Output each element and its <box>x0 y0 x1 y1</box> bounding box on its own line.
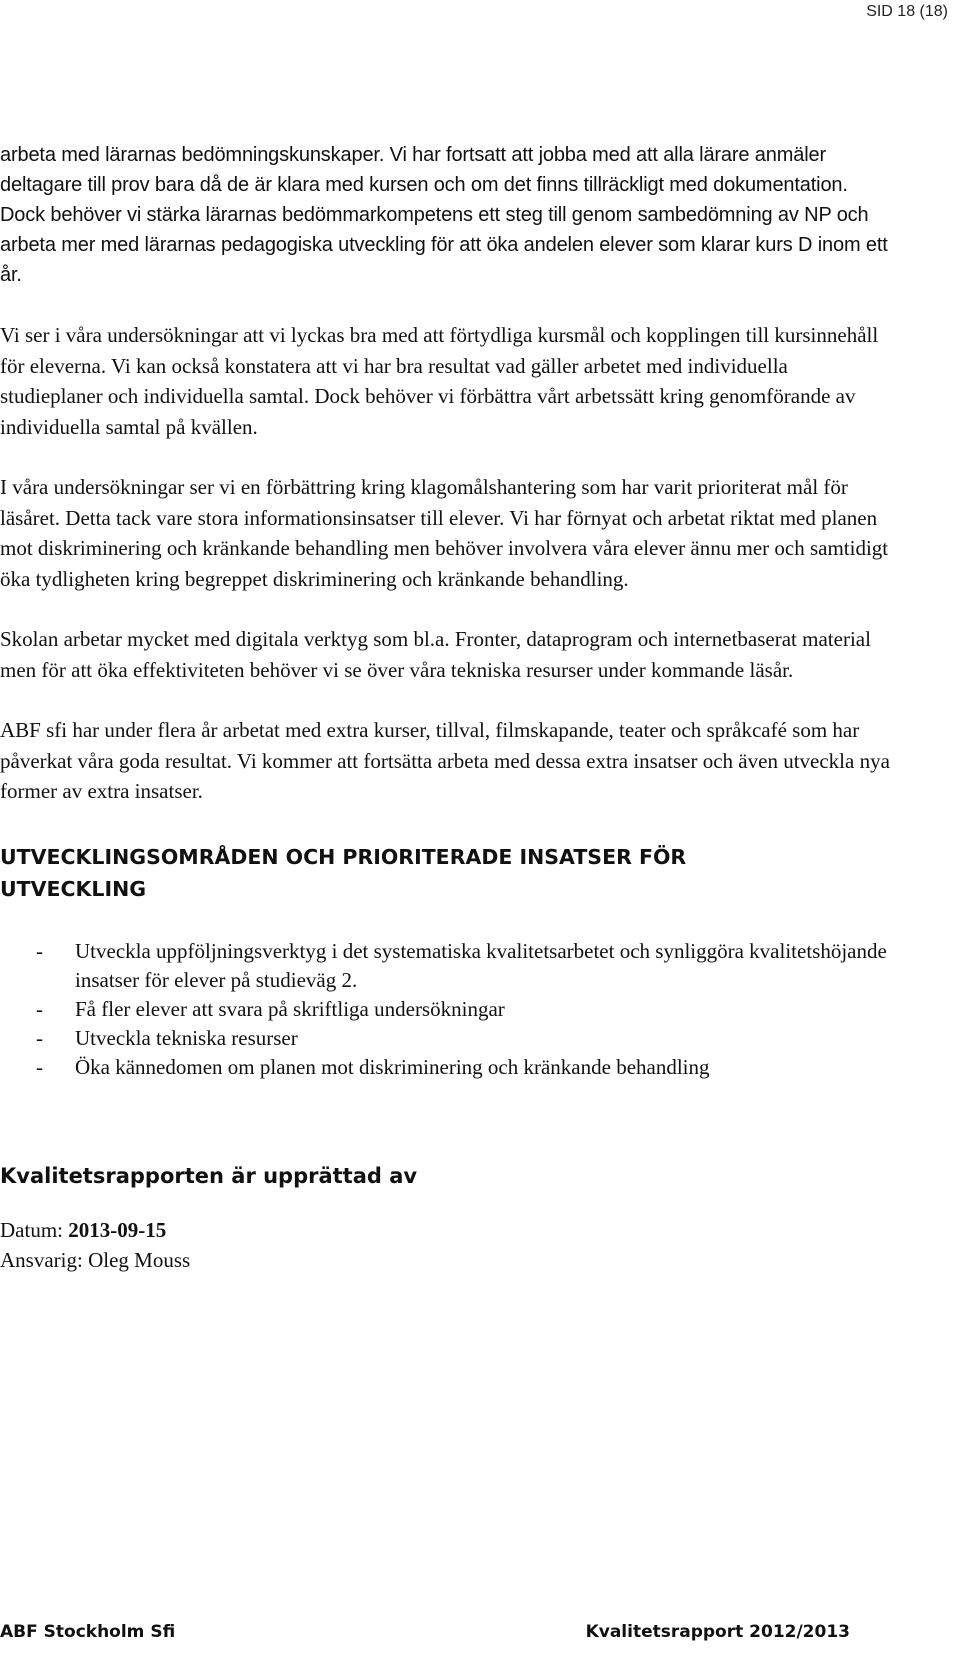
list-item <box>0 1053 895 1082</box>
development-list <box>0 937 895 1082</box>
responsible-line <box>0 1245 895 1275</box>
footer-report-title: Kvalitetsrapport 2012/2013 <box>585 1622 850 1642</box>
paragraph-digital-tools: Skolan arbetar mycket med digitala verktyg som bl.a. Fronter, dataprogram och internetbaserat material men för att öka effektiviteten behöver vi se över våra tekniska resurser under kommande läsår. <box>0 627 871 682</box>
date-line <box>0 1215 895 1245</box>
page-number: SID 18 (18) <box>866 3 948 20</box>
paragraph-assessment: arbeta med lärarnas bedömningskunskaper. Vi har fortsatt att jobba med att alla lärare anmäler deltagare till prov bara då de är klara med kursen och om det finns tillräckligt med dokumentation. Dock behöver vi stärka lärarnas bedömmarkompetens ett steg till genom sambedömning av NP och arbeta mer med lärarnas pedagogiska utveckling för att öka andelen elever som klarar kurs D inom ett år. <box>0 144 888 286</box>
list-item-text: Öka kännedomen om planen mot diskriminering och kränkande behandling <box>75 1054 710 1079</box>
paragraph-course-goals: Vi ser i våra undersökningar att vi lyckas bra med att förtydliga kursmål och kopplingen till kursinnehåll för eleverna. Vi kan också konstatera att vi har bra resultat vad gäller arbetet med individuella studieplaner och individuella samtal. Dock behöver vi förbättra vårt arbetssätt kring genomförande av individuella samtal på kvällen. <box>0 323 879 439</box>
document-body <box>0 140 895 1275</box>
date-label: Datum: <box>0 1217 63 1242</box>
list-item <box>0 937 895 995</box>
list-item <box>0 995 895 1024</box>
paragraph-extra-courses: ABF sfi har under flera år arbetat med extra kurser, tillval, filmskapande, teater och språkcafé som har påverkat våra goda resultat. Vi kommer att fortsätta arbeta med dessa extra insatser och även utveckla nya former av extra insatser. <box>0 718 890 803</box>
footer-organization: ABF Stockholm Sfi <box>0 1622 176 1642</box>
paragraph-complaints: I våra undersökningar ser vi en förbättring kring klagomålshantering som har varit prioriterat mål för läsåret. Detta tack vare stora informationsinsatser till elever. Vi har förnyat och arbetat riktat med planen mot diskriminering och kränkande behandling men behöver involvera våra elever ännu mer och samtidigt öka tydligheten kring begreppet diskriminering och kränkande behandling. <box>0 475 889 591</box>
list-item-text: Utveckla tekniska resurser <box>75 1025 298 1050</box>
dash-bullet: - <box>36 1054 43 1079</box>
date-value: 2013-09-15 <box>68 1217 167 1242</box>
dash-bullet: - <box>36 996 43 1021</box>
signature-heading: Kvalitetsrapporten är upprättad av <box>0 1163 418 1188</box>
dash-bullet: - <box>36 938 43 963</box>
list-item <box>0 1024 895 1053</box>
responsible-label: Ansvarig: <box>0 1247 83 1272</box>
development-heading: UTVECKLINGSOMRÅDEN OCH PRIORITERADE INSATSER FÖR UTVECKLING <box>0 844 687 901</box>
dash-bullet: - <box>36 1025 43 1050</box>
list-item-text: Få fler elever att svara på skriftliga undersökningar <box>75 996 505 1021</box>
responsible-value: Oleg Mouss <box>88 1247 191 1272</box>
list-item-text: Utveckla uppföljningsverktyg i det systematiska kvalitetsarbetet och synliggöra kvalitetshöjande insatser för elever på studieväg 2. <box>75 938 887 992</box>
